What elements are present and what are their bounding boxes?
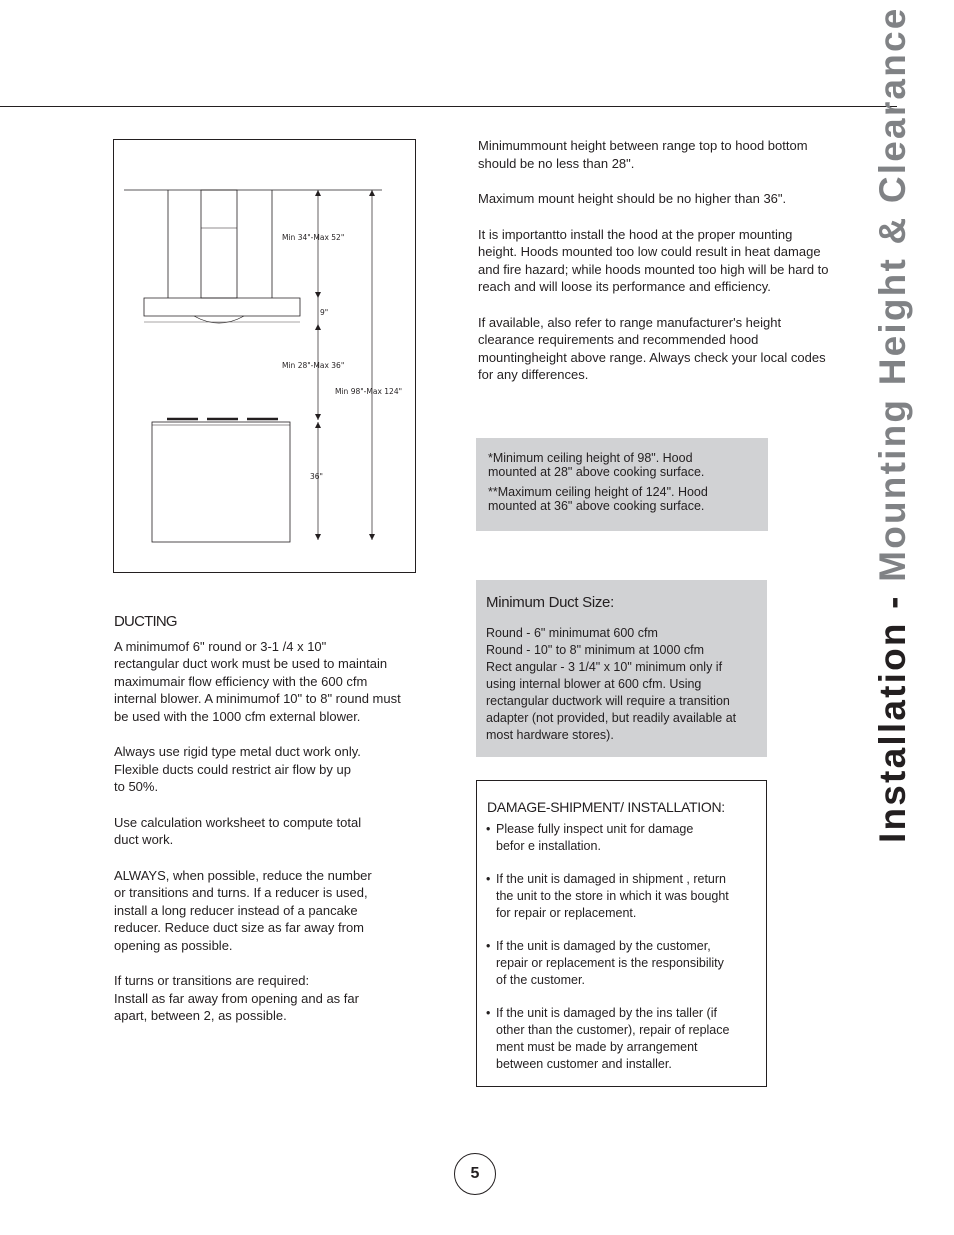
- paragraph: Maximum mount height should be no higher than 36".: [478, 191, 787, 206]
- arrow-up-icon: [315, 190, 321, 196]
- paragraph: If available, also refer to range manufacturer's height clearance requirements and recommended hood mountingheight above range. Always check your local codes for any differences.: [478, 314, 826, 382]
- label-ceiling: Min 98"-Max 124": [335, 387, 403, 396]
- arrow-down-icon: [369, 534, 375, 540]
- bullet-icon: •: [486, 1006, 491, 1020]
- paragraph: Use calculation worksheet to compute total duct work.: [114, 814, 362, 847]
- arrow-up-icon: [369, 190, 375, 196]
- list-item: • If the unit is damaged by the ins taller (if other than the customer), repair of replace ment must be made by arrangement between customer and installer.: [486, 1006, 730, 1071]
- label-chimney: Min 34"-Max 52": [282, 233, 345, 242]
- mounting-diagram: [113, 139, 416, 573]
- paragraph: Always use rigid type metal duct work only. Flexible ducts could restrict air flow by up to 50%.: [114, 744, 361, 794]
- paragraph: It is importantto install the hood at the proper mounting height. Hoods mounted too low could result in heat damage and fire hazard; while hoods mounted too high will be hard to reach and will loose its performance and efficiency.: [478, 226, 829, 294]
- bullet-icon: •: [486, 939, 491, 953]
- hood-canopy: [144, 298, 300, 316]
- damage-heading: DAMAGE-SHIPMENT/ INSTALLATION:: [487, 799, 725, 815]
- paragraph: If turns or transitions are required: Install as far away from opening and as far apart, between 2, as possible.: [114, 973, 359, 1023]
- list-item: • Please fully inspect unit for damage befor e installation.: [486, 822, 694, 853]
- paragraph: Minimummount height between range top to hood bottom should be no less than 28".: [478, 138, 808, 171]
- section-heading: DUCTING: [114, 613, 177, 630]
- paragraph: ALWAYS, when possible, reduce the number or transitions and turns. If a reducer is used, install a long reducer instead of a pancake reducer. Reduce duct size as far away from opening as possible.: [114, 867, 372, 953]
- bullet-icon: •: [486, 822, 491, 836]
- page-title: Installation - Mounting Height & Clearance: [872, 6, 913, 843]
- arrow-down-icon: [315, 292, 321, 298]
- list-item: • If the unit is damaged by the customer, repair or replacement is the responsibility of the customer.: [486, 939, 724, 987]
- damage-list: [486, 821, 761, 1089]
- ceiling-note-box: [476, 438, 768, 531]
- mounting-diagram-svg: [114, 140, 415, 572]
- header-rule: [0, 106, 897, 107]
- ducting-section: [114, 613, 439, 1043]
- arrow-up-icon: [315, 324, 321, 330]
- duct-size-heading: Minimum Duct Size:: [486, 594, 614, 611]
- label-hood: 9": [320, 308, 329, 317]
- duct-size-box: [476, 580, 767, 757]
- page-number: 5: [454, 1153, 496, 1195]
- damage-box: [476, 780, 767, 1087]
- paragraph: A minimumof 6" round or 3-1 /4 x 10" rectangular duct work must be used to maintain maximumair flow efficiency with the 600 cfm internal blower. A minimumof 10" to 8" round must be used with the 1000 cfm external blower.: [114, 638, 401, 724]
- note-min: *Minimum ceiling height of 98". Hood mounted at 28" above cooking surface.: [488, 451, 705, 479]
- arrow-down-icon: [315, 414, 321, 420]
- duct-size-body: Round - 6" minimumat 600 cfm Round - 10" to 8" minimum at 1000 cfm Rect angular - 3 1/4" x 10" minimum only if using internal blower at 600 cfm. Using rectangular ductwork will require a transition adapter (not provided, but readily available at most hardware stores).: [486, 626, 737, 742]
- arrow-down-icon: [315, 534, 321, 540]
- mounting-height-text: [478, 137, 834, 402]
- chimney: [201, 190, 237, 298]
- bullet-icon: •: [486, 872, 491, 886]
- note-max: **Maximum ceiling height of 124". Hood mounted at 36" above cooking surface.: [488, 485, 708, 513]
- label-counter: 36": [310, 472, 323, 481]
- range-body: [152, 422, 290, 542]
- list-item: • If the unit is damaged in shipment , return the unit to the store in which it was bought for repair or replacement.: [486, 872, 729, 920]
- arrow-up-icon: [315, 422, 321, 428]
- label-clearance: Min 28"-Max 36": [282, 361, 345, 370]
